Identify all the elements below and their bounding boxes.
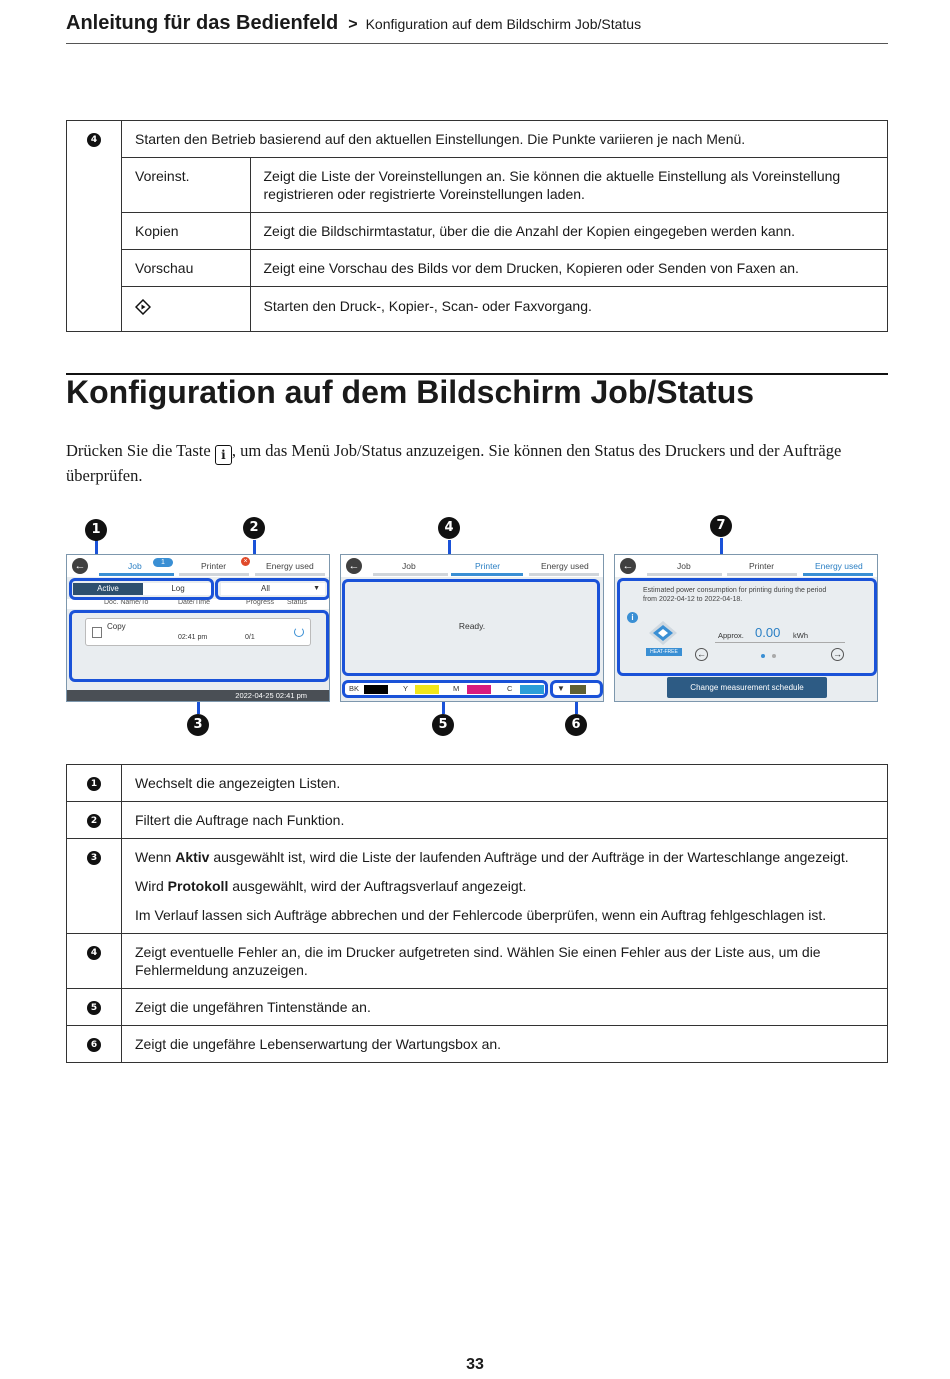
section-breadcrumb: Konfiguration auf dem Bildschirm Job/Status <box>365 16 642 32</box>
ink-label: Y <box>403 684 409 693</box>
tab-energy-used[interactable]: Energy used <box>541 561 589 571</box>
tab-energy-used[interactable]: Energy used <box>815 561 863 571</box>
highlight-job-list <box>69 610 329 682</box>
row-number-cell <box>67 765 122 802</box>
tab-indicator <box>529 573 599 576</box>
row-key: Kopien <box>122 213 250 250</box>
row-description: Zeigt eventuelle Fehler an, die im Drucker aufgetreten sind. Wählen Sie einen Fehler aus der Liste aus, um die Fehlermeldung anzuzeigen. <box>122 934 888 989</box>
description-line <box>135 848 874 866</box>
number-badge: 6 <box>87 1038 101 1052</box>
row-description: Zeigt die ungefähren Tintenstände an. <box>122 989 888 1026</box>
job-progress: 0/1 <box>245 634 255 641</box>
tab-energy-used[interactable]: Energy used <box>266 561 314 571</box>
highlight-ink-levels <box>342 680 548 698</box>
section-intro <box>66 440 888 487</box>
number-badge: 4 <box>87 133 101 147</box>
callout-4: 4 <box>438 517 460 539</box>
number-badge: 4 <box>87 946 101 960</box>
job-name: Copy <box>107 622 126 631</box>
next-arrow-icon[interactable]: → <box>833 649 842 659</box>
highlight-error-area <box>342 579 600 676</box>
table-row <box>122 213 887 250</box>
section-title: Konfiguration auf dem Bildschirm Job/Status <box>66 374 755 410</box>
ink-label: M <box>453 684 460 693</box>
back-arrow-icon[interactable]: ← <box>346 558 362 574</box>
printer-status: Ready. <box>458 621 486 631</box>
start-diamond-icon <box>135 299 151 315</box>
table-row <box>67 802 888 839</box>
tab-job[interactable]: Job <box>402 561 416 571</box>
ink-label: C <box>507 684 513 693</box>
table-row <box>122 287 887 332</box>
highlight-list-switch <box>69 578 214 600</box>
text-span: Wenn <box>135 849 176 865</box>
sub-table <box>122 158 887 331</box>
row-description: Wechselt die angezeigten Listen. <box>122 765 888 802</box>
tab-printer[interactable]: Printer <box>475 561 501 571</box>
row-key <box>122 287 250 332</box>
text-span: ausgewählt, wird der Auftragsverlauf angezeigt. <box>228 878 527 894</box>
row-description <box>122 839 888 934</box>
text-span: Wird <box>135 878 168 894</box>
column-header: Date/Time <box>178 599 211 606</box>
table-row <box>122 250 887 287</box>
maintenance-box-icon: ▼ <box>557 684 565 693</box>
energy-description-line: from 2022-04-12 to 2022-04-18. <box>643 596 743 603</box>
active-button[interactable]: Active <box>73 583 143 595</box>
column-headers <box>67 599 329 609</box>
row-description: Zeigt die Bildschirmtastatur, über die die Anzahl der Kopien eingegeben werden kann. <box>250 213 887 250</box>
tab-printer[interactable]: Printer <box>201 561 227 571</box>
description-line: Im Verlauf lassen sich Aufträge abbrechen und der Fehlercode überprüfen, wenn ein Auftrag fehlgeschlagen ist. <box>135 907 827 923</box>
page-number: 33 <box>466 1356 484 1373</box>
row-number-cell <box>67 121 122 332</box>
ink-label: BK <box>349 684 360 693</box>
tab-bar <box>341 555 603 577</box>
callout-3: 3 <box>187 714 209 736</box>
description-line <box>135 877 874 895</box>
column-header: Progress <box>246 599 275 606</box>
info-icon[interactable]: i <box>627 612 638 623</box>
running-header <box>66 12 888 44</box>
table-row <box>67 1026 888 1063</box>
bold-term: Aktiv <box>175 849 210 865</box>
highlight-energy-panel <box>617 578 877 676</box>
tab-indicator <box>647 573 722 576</box>
energy-description-line: Estimated power consumption for printing during the period <box>643 587 827 594</box>
number-badge: 3 <box>87 851 101 865</box>
tab-indicator <box>451 573 523 576</box>
callout-7: 7 <box>710 515 732 537</box>
start-operation-table <box>66 120 888 332</box>
error-icon: × <box>241 557 250 566</box>
info-key-icon: i <box>215 445 232 465</box>
chevron-down-icon: ▼ <box>313 585 320 592</box>
highlight-maintenance-box <box>550 680 603 698</box>
tab-indicator <box>255 573 325 576</box>
number-badge: 1 <box>87 777 101 791</box>
tab-indicator <box>727 573 797 576</box>
heat-free-logo-text: HEAT-FREE <box>646 648 682 656</box>
manual-title: Anleitung für das Bedienfeld <box>66 12 339 34</box>
tab-bar <box>615 555 877 577</box>
table-row <box>67 989 888 1026</box>
table-row <box>67 839 888 934</box>
row-number-cell <box>67 934 122 989</box>
intro-text-before: Drücken Sie die Taste <box>66 441 211 460</box>
row-description: Zeigt die Liste der Voreinstellungen an. Sie können die aktuelle Einstellung als Voreinstellung registrieren oder registrierte Voreinstellungen laden. <box>263 168 841 202</box>
energy-used-screen <box>614 554 878 702</box>
back-arrow-icon[interactable]: ← <box>620 558 636 574</box>
legend-table <box>66 764 888 1063</box>
row-description: Filtert die Auftrage nach Funktion. <box>122 802 888 839</box>
status-footer: 2022-04-25 02:41 pm <box>67 690 329 701</box>
row-number-cell <box>67 1026 122 1063</box>
number-badge: 5 <box>87 1001 101 1015</box>
row-intro-text: Starten den Betrieb basierend auf den aktuellen Einstellungen. Die Punkte variieren je nach Menü. <box>122 121 888 158</box>
callout-6: 6 <box>565 714 587 736</box>
row-description: Zeigt eine Vorschau des Bilds vor dem Drucken, Kopieren oder Senden von Faxen an. <box>250 250 887 287</box>
tab-indicator <box>373 573 448 576</box>
intro-text-after: , um das Menü Job/Status anzuzeigen. Sie können den Status des Druckers und der Aufträge überprüfen. <box>66 441 842 485</box>
tab-job[interactable]: Job <box>128 561 142 571</box>
job-screen <box>66 554 330 702</box>
highlight-filter <box>215 578 330 600</box>
energy-unit: kWh <box>793 631 808 640</box>
job-status-figure <box>0 510 950 750</box>
sub-table-cell <box>122 158 888 332</box>
back-arrow-icon[interactable]: ← <box>72 558 88 574</box>
tab-indicator <box>99 573 174 576</box>
tab-bar <box>67 555 329 577</box>
callout-5: 5 <box>432 714 454 736</box>
text-span: ausgewählt ist, wird die Liste der laufenden Aufträge und der Aufträge in der Warteschlange angezeigt. <box>209 849 849 865</box>
breadcrumb-separator: > <box>348 16 358 33</box>
job-count-badge: 1 <box>153 558 173 567</box>
printer-screen <box>340 554 604 702</box>
callout-1: 1 <box>85 519 107 541</box>
table-row <box>67 765 888 802</box>
table-row <box>67 934 888 989</box>
row-description: Starten den Druck-, Kopier-, Scan- oder Faxvorgang. <box>250 287 887 332</box>
row-number-cell <box>67 839 122 934</box>
tab-job[interactable]: Job <box>677 561 691 571</box>
change-schedule-button[interactable]: Change measurement schedule <box>667 677 827 698</box>
row-description: Zeigt die ungefähre Lebenserwartung der Wartungsbox an. <box>122 1026 888 1063</box>
number-badge: 2 <box>87 814 101 828</box>
job-time: 02:41 pm <box>178 634 208 641</box>
row-key: Voreinst. <box>122 158 250 213</box>
energy-value: 0.00 <box>755 625 781 640</box>
tab-indicator <box>803 573 873 576</box>
column-header: Doc. Name/To <box>104 599 149 606</box>
column-header: Status <box>287 599 307 606</box>
filter-value: All <box>261 584 270 593</box>
tab-indicator <box>179 573 249 576</box>
row-number-cell <box>67 989 122 1026</box>
row-key: Vorschau <box>122 250 250 287</box>
bold-term: Protokoll <box>167 878 229 894</box>
log-button[interactable]: Log <box>143 583 213 595</box>
callout-2: 2 <box>243 517 265 539</box>
row-number-cell <box>67 802 122 839</box>
previous-arrow-icon[interactable]: ← <box>697 649 706 659</box>
tab-printer[interactable]: Printer <box>749 561 775 571</box>
approx-label: Approx. <box>718 631 744 640</box>
table-row <box>122 158 887 213</box>
